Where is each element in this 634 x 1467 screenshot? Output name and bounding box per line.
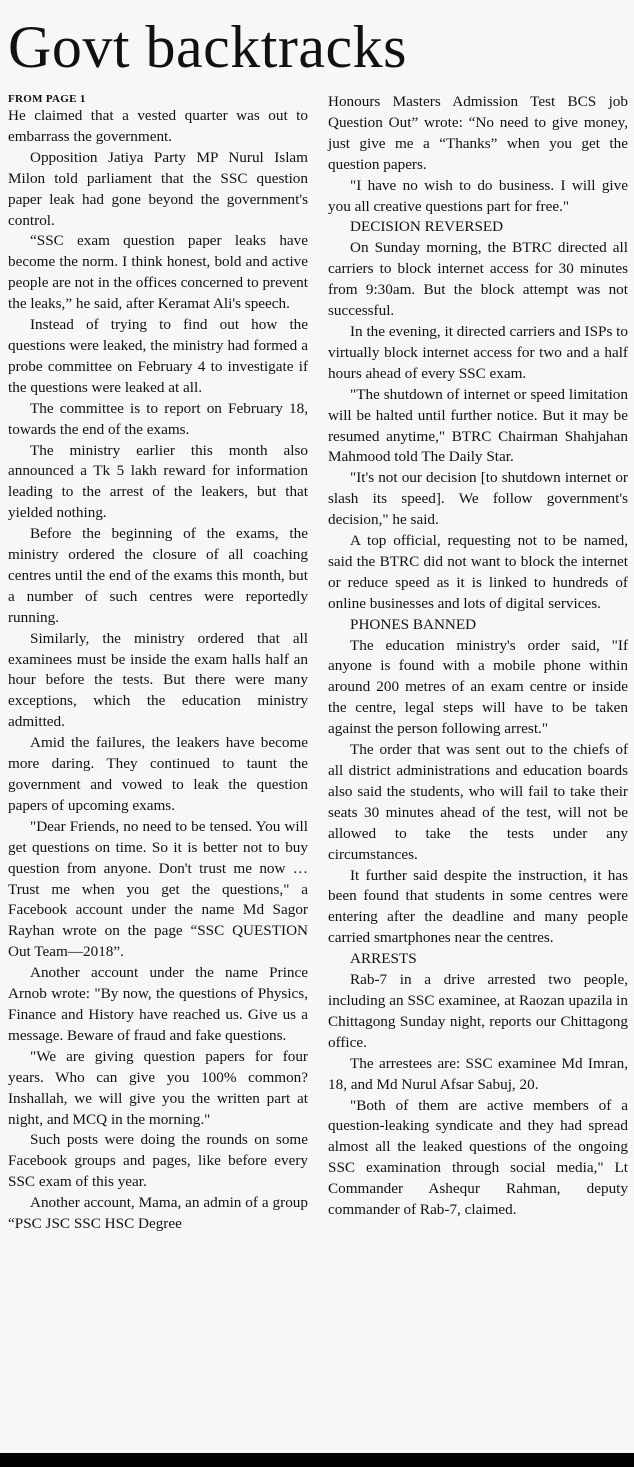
paragraph: The committee is to report on February 18, towards the end of the exams.: [8, 399, 308, 438]
paragraph: It further said despite the instruction, it has been found that students in some centres were entering after the deadline and many people carried smartphones near the centres.: [328, 866, 628, 947]
paragraph: Opposition Jatiya Party MP Nurul Islam Milon told parliament that the SSC question paper leak had gone beyond the government's control.: [8, 148, 308, 229]
paragraph: In the evening, it directed carriers and ISPs to virtually block internet access for two and a half hours ahead of every SSC exam.: [328, 322, 628, 382]
paragraph: Before the beginning of the exams, the ministry ordered the closure of all coaching centres until the end of the exams this month, but a number of such centres were reportedly running.: [8, 525, 308, 626]
paragraph: The ministry earlier this month also announced a Tk 5 lakh reward for information leading to the arrest of the leakers, but that yielded nothing.: [8, 441, 308, 522]
paragraph: Such posts were doing the rounds on some Facebook groups and pages, like before every SSC exam of this year.: [8, 1131, 308, 1191]
paragraph: “SSC exam question paper leaks have become the norm. I think honest, bold and active people are not in the offices concerned to prevent the leaks,” he said, after Keramat Ali's speech.: [8, 232, 308, 313]
paragraph: Amid the failures, the leakers have become more daring. They continued to taunt the government and vowed to leak the question papers of upcoming exams.: [8, 734, 308, 814]
paragraph: The arrestees are: SSC examinee Md Imran, 18, and Md Nurul Afsar Sabuj, 20.: [328, 1054, 628, 1093]
subheading-arrests: ARRESTS: [350, 950, 417, 968]
subheading-phones-banned: PHONES BANNED: [350, 615, 477, 633]
paragraph: On Sunday morning, the BTRC directed all carriers to block internet access for 30 minutes from 9:30am. But the block attempt was not successful.: [328, 239, 628, 320]
paragraph: Similarly, the ministry ordered that all examinees must be inside the exam halls half an hour before the tests. But there were many exceptions, which the education ministry admitted.: [8, 629, 308, 731]
paragraph: Instead of trying to find out how the questions were leaked, the ministry had formed a probe committee on February 4 to investigate if the questions were leaked at all.: [8, 316, 308, 396]
paragraph: "It's not our decision [to shutdown internet or slash its speed]. We follow government's decision," he said.: [328, 469, 628, 529]
paragraph: He claimed that a vested quarter was out to embarrass the government.: [8, 107, 308, 145]
paragraph: The order that was sent out to the chiefs of all district administrations and education boards also said the students, who will fail to take their seats 30 minutes ahead of the test, will not be allowed to take the tests under any circumstances.: [328, 741, 628, 863]
paragraph: "Both of them are active members of a question-leaking syndicate and they had spread almost all the leaked questions of the ongoing SSC examination through social media," Lt Commander Ashequr Rahman, deputy commander of Rab-7, claimed.: [328, 1096, 628, 1219]
paragraph: Another account, Mama, an admin of a group “PSC JSC SSC HSC Degree: [8, 1194, 308, 1233]
subheading-decision-reversed: DECISION REVERSED: [350, 218, 504, 236]
paragraph: Honours Masters Admission Test BCS job Question Out” wrote: “No need to give money, just give me a “Thanks” when you get the question papers.: [328, 93, 628, 173]
headline: Govt backtracks: [8, 14, 408, 80]
paragraph: "The shutdown of internet or speed limitation will be halted until further notice. But it may be resumed anytime," BTRC Chairman Shahjahan Mahmood told The Daily Star.: [328, 385, 628, 466]
paragraph: "We are giving question papers for four years. Who can give you 100% common? Inshallah, we will give you the written part at night, and MCQ in the morning.": [8, 1047, 308, 1128]
bottom-border-bar: [0, 1453, 634, 1467]
paragraph: Rab-7 in a drive arrested two people, including an SSC examinee, at Raozan upazila in Chittagong Sunday night, reports our Chittagong office.: [328, 971, 628, 1051]
paragraph: The education ministry's order said, "If anyone is found with a mobile phone within around 200 metres of an exam centre or inside the centre, legal steps will have to be taken against the person following arrest.": [328, 636, 628, 738]
paragraph: "I have no wish to do business. I will give you all creative questions part for free.": [328, 176, 628, 215]
paragraph: A top official, requesting not to be named, said the BTRC did not want to block the internet or reduce speed as it is linked to hundreds of online businesses and lots of digital services.: [328, 532, 628, 612]
paragraph: "Dear Friends, no need to be tensed. You will get questions on time. So it is better not to buy question from anyone. Don't trust me now … Trust me when you get the questions," a Facebook account under the name Md Sagor Rayhan wrote on the page “SSC QUESTION Out Team—2018”.: [8, 817, 308, 961]
continuation-kicker: FROM PAGE 1: [8, 93, 86, 105]
right-column: [328, 92, 628, 1221]
paragraph: Another account under the name Prince Arnob wrote: "By now, the questions of Physics, Finance and History have reached us. Give us a message. Beware of fraud and fake questions.: [8, 964, 308, 1044]
left-column: [8, 92, 308, 1235]
